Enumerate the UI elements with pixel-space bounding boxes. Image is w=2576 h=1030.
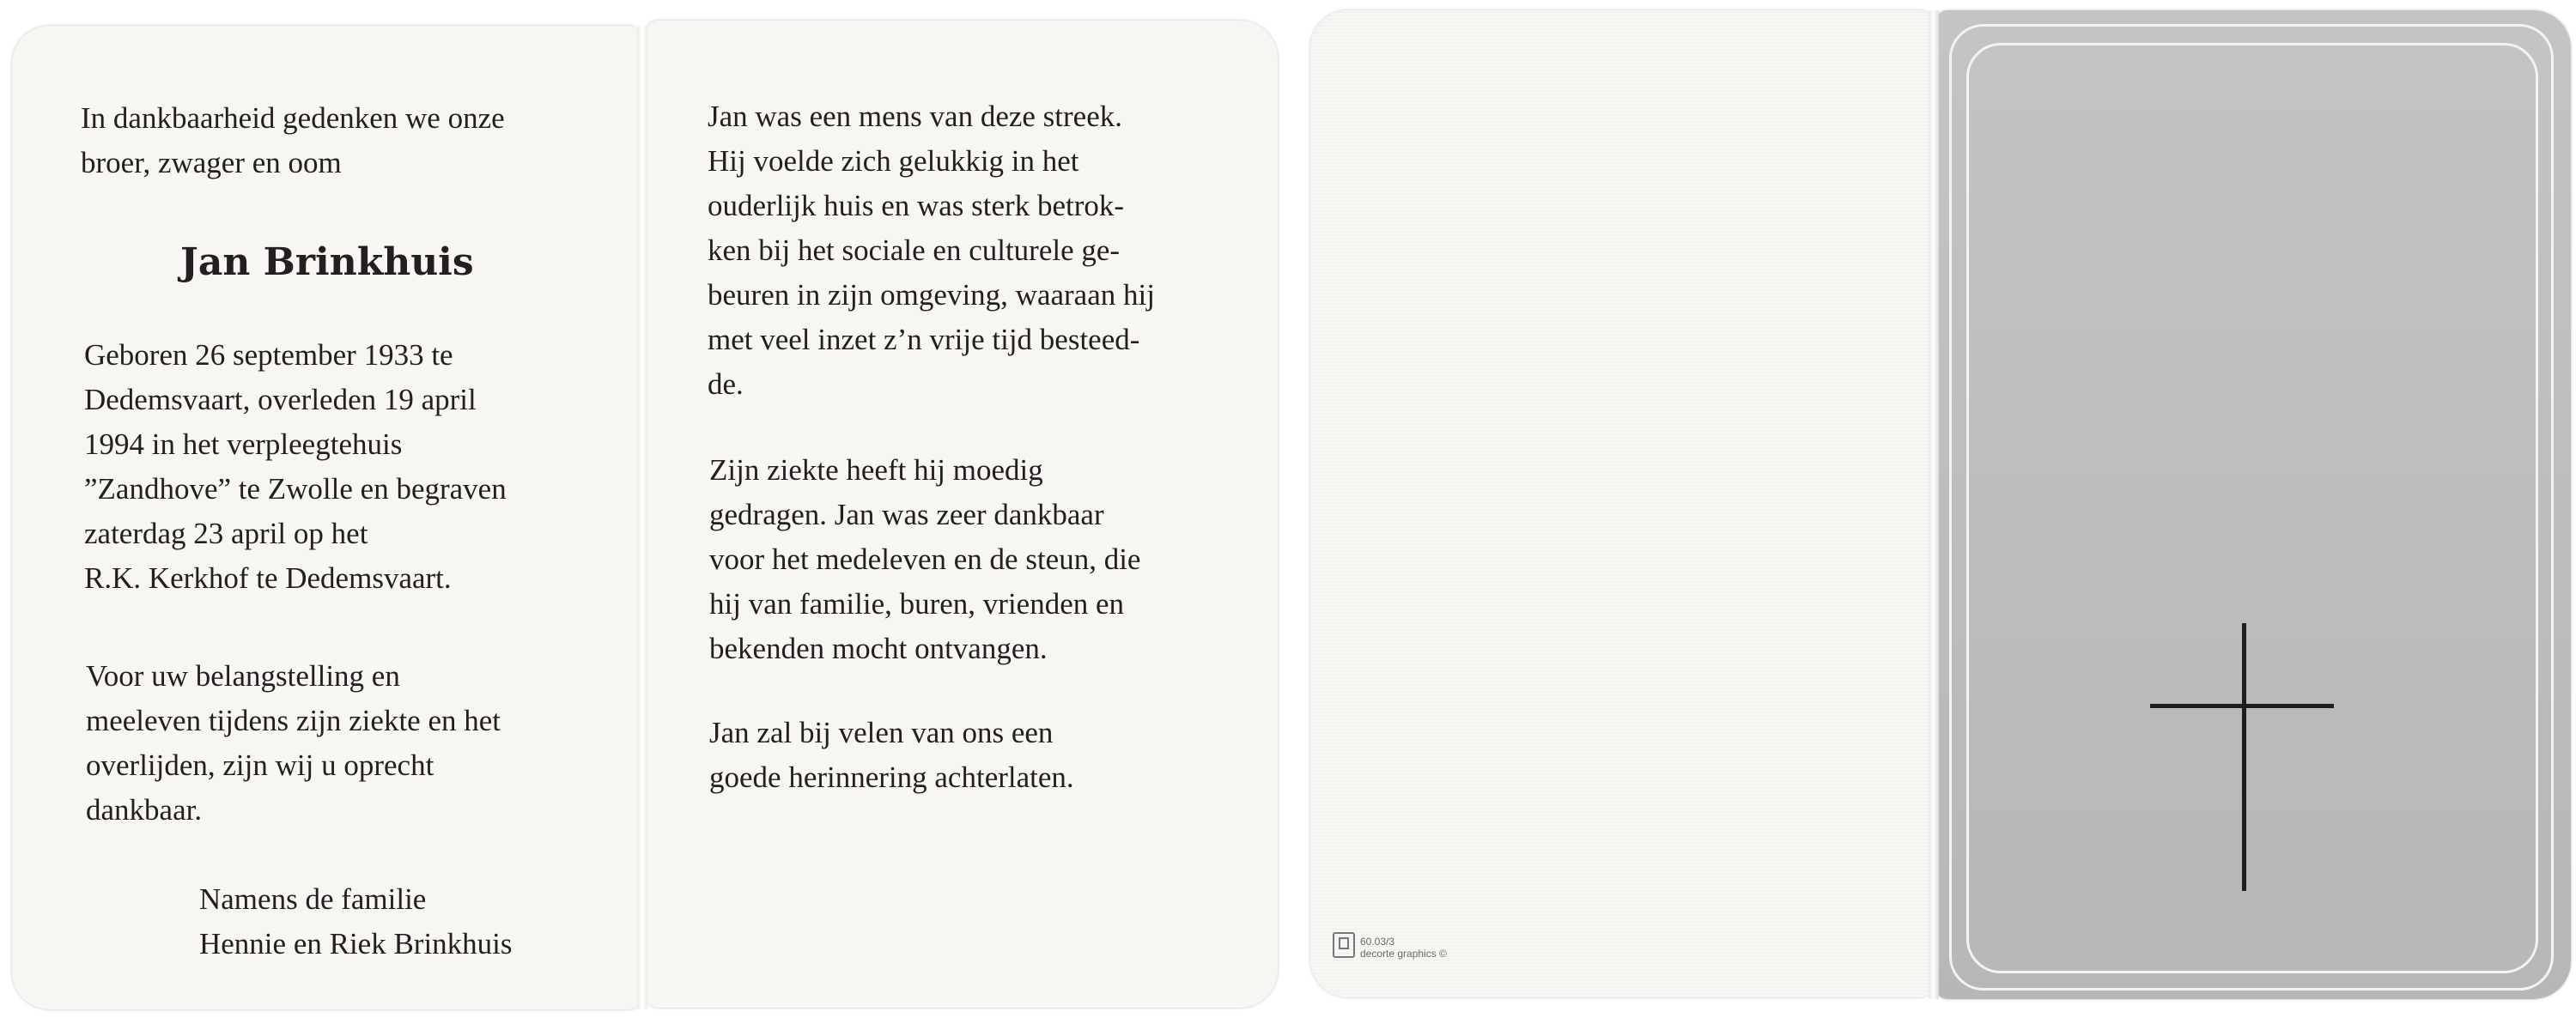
printer-logo-icon: [1333, 932, 1355, 958]
tribute-line: Hij voelde zich gelukkig in het: [708, 144, 1079, 178]
tribute-line: hij van familie, buren, vrienden en: [709, 587, 1125, 621]
tribute-line: Zijn ziekte heeft hij moedig: [709, 453, 1043, 487]
signature-line: Namens de familie: [199, 882, 427, 916]
tribute-line: de.: [708, 367, 744, 401]
thanks-line: Voor uw belangstelling en: [86, 659, 400, 693]
card-back-panel: [1310, 10, 1932, 997]
printer-name: decorte graphics ©: [1360, 948, 1447, 960]
tribute-line: voor het medeleven en de steun, die: [709, 542, 1141, 576]
life-line: R.K. Kerkhof te Dedemsvaart.: [84, 561, 452, 595]
tribute-line: ken bij het sociale en culturele ge-: [708, 233, 1121, 267]
life-line: ”Zandhove” te Zwolle en begraven: [84, 472, 507, 506]
tribute-line: met veel inzet z’n vrije tijd besteed-: [708, 323, 1140, 356]
tribute-line: bekenden mocht ontvangen.: [709, 632, 1048, 665]
tribute-line: Jan zal bij velen van ons een: [709, 716, 1054, 749]
printer-code: 60.03/3: [1360, 936, 1395, 948]
life-line: 1994 in het verpleegtehuis: [84, 427, 403, 461]
fold-crease: [637, 26, 647, 1009]
cover-border-inner: [1966, 43, 2538, 973]
tribute-line: gedragen. Jan was zeer dankbaar: [709, 498, 1104, 531]
life-line: Dedemsvaart, overleden 19 april: [84, 383, 477, 416]
intro-line: In dankbaarheid gedenken we onze: [81, 101, 505, 135]
intro-line: broer, zwager en oom: [81, 146, 342, 179]
thanks-line: overlijden, zijn wij u oprecht: [86, 748, 434, 782]
tribute-line: ouderlijk huis en was sterk betrok-: [708, 189, 1125, 222]
life-line: Geboren 26 september 1933 te: [84, 338, 453, 372]
tribute-line: beuren in zijn omgeving, waaraan hij: [708, 278, 1155, 312]
signature-line: Hennie en Riek Brinkhuis: [199, 927, 513, 960]
deceased-name: Jan Brinkhuis: [180, 240, 474, 284]
thanks-line: dankbaar.: [86, 793, 203, 827]
tribute-line: goede herinnering achterlaten.: [709, 760, 1074, 794]
thanks-line: meeleven tijdens zijn ziekte en het: [86, 704, 501, 737]
life-line: zaterdag 23 april op het: [84, 517, 368, 550]
fold-crease: [1929, 10, 1939, 999]
tribute-line: Jan was een mens van deze streek.: [708, 100, 1122, 133]
